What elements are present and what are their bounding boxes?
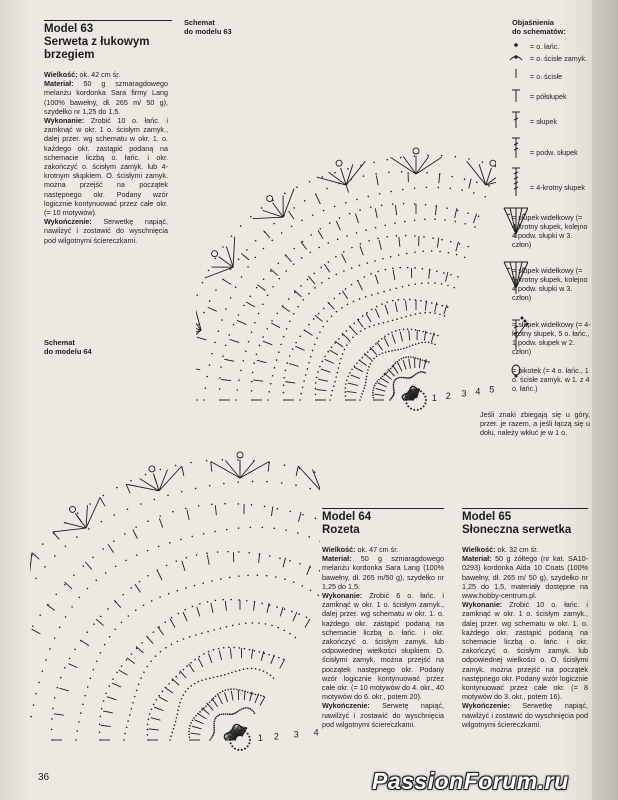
material-value: 50 g szmaragdowego melanżu kordonka Sara firmy Lang (100% bawełny, dł. 265 m/ 50 g), szydełko nr 1,25 do 1,5. xyxy=(44,79,168,116)
round-number: 5 xyxy=(489,384,495,395)
model-64-heading xyxy=(322,508,444,537)
watermark-logo: PassionForum.ru xyxy=(372,768,569,794)
model-63-heading xyxy=(44,20,172,62)
quadruple-treble-icon xyxy=(512,168,520,196)
work-label: Wykonanie: xyxy=(462,600,503,610)
material-value: 50 g szmaragdowego melanżu kordonka Sara Lang (100% bawełny, dł. 265 m/50 g), szydełko nr 1,25 do 1,5. xyxy=(322,554,444,591)
legend-quadruple-treble: = 4-krotny słupek xyxy=(530,183,585,192)
legend-fork-stitch-5: = słupek widełkowy (= 5-krotny słupek, kolejno 4 podw. słupki w 3. człon) xyxy=(512,266,588,302)
model-64-name: Rozeta xyxy=(322,524,360,536)
legend-treble-crochet: = podw. słupek xyxy=(530,148,578,157)
round-number: 4 xyxy=(475,386,481,397)
round-number: 3 xyxy=(293,729,299,740)
model-63-description xyxy=(44,70,168,245)
legend-double-crochet: = słupek xyxy=(530,117,557,126)
round-number: 2 xyxy=(445,390,451,401)
model-65-description xyxy=(462,545,588,729)
finish-label: Wykończenie: xyxy=(322,701,370,711)
legend-fork-stitch-4: = słupek widełkowy (= 4-krotny słupek, kolejno 4 podw. słupki w 3. człon) xyxy=(512,213,588,249)
finish-label: Wykończenie: xyxy=(462,701,510,711)
legend-title-line-1: Objaśnienia xyxy=(512,18,554,27)
double-crochet-icon xyxy=(512,112,520,128)
round-number: 1 xyxy=(257,733,263,744)
heading-rule xyxy=(322,508,444,509)
heading-rule xyxy=(462,508,588,509)
legend-note: Jeśli znaki zbiegają się u góry, przer. je razem, a jeśli łączą się u dołu, należy wkłuć je w 1 o. xyxy=(480,410,590,437)
page-spine-shadow xyxy=(592,0,618,800)
model-65-heading xyxy=(462,508,588,537)
finish-label: Wykończenie: xyxy=(44,217,92,227)
work-label: Wykonanie: xyxy=(44,116,85,126)
work-label: Wykonanie: xyxy=(322,591,363,601)
work-value: Zrobić 6 o. łańc. i zamknąć w okr. 1 o. ścisłym zamyk., dalej przer. wg schematu w okr. 1. o. każdego okr. zastąpić podaną na schemacie liczbą o. łańc. i okr. zakończyć o. ścisłym zamyk. lub odpowiednej wielkości słupkiem. O. ścisłymi zamyk. można przejść na początek następnego okr. Podany wzór logicznie kontynuować przez całe okr. (= 10 motywów do 4. okr., 40 motywów do 6. okr., potem 20). xyxy=(322,591,444,702)
work-value: Zrobić 10 o. łańc. i zamknąć w okr. 1 o. ścisłym zamyk., dalej przer. wg schematu w okr. 1. o. każdego okr. zastąpić podaną na schemacie liczbą o. łańc. i okr. zakończyć o. ścisłym zamyk. lub odpowiednej wielkości o. O. ścisłymi zamyk. można przejść na początek następnego okr. Podany wzór logicznie kontynuować przez całe okr. (= 8 motywów do 3. okr., potem 16). xyxy=(462,600,588,702)
model-65-name: Słoneczna serwetka xyxy=(462,524,572,536)
size-value: ok. 32 cm śr. xyxy=(497,545,539,554)
finish-value: Serwetkę napiąć, nawilżyć i zostawić do wyschnięcia pod wilgotnymi ściereczkami. xyxy=(462,701,588,729)
schema-63-caption-line-2: do modelu 63 xyxy=(184,27,232,36)
size-value: ok. 42 cm śr. xyxy=(79,70,121,79)
model-63-name-line-2: brzegiem xyxy=(44,49,95,61)
finish-value: Serwetkę napiąć, nawilżyć i zostawić do wyschnięcia pod wilgotnymi ściereczkami. xyxy=(44,217,168,245)
schema-64-caption-line-1: Schemat xyxy=(44,338,75,347)
material-value: 50 g żółtego (nr kat. SA10-0293) kordonka Aida 10 Coats (100% bawełny, dł. 265 m/ 50 g), szydełko nr 1,25 do 1,5, materiały dostępne na www.hobby-centrum.pl. xyxy=(462,554,589,601)
page-number: 36 xyxy=(38,772,50,783)
legend-single-crochet: = o. ścisłe xyxy=(530,72,563,81)
legend-picot: = pikotek (= 4 o. łańc., 1 o. ścisłe zamyk. w 1. z 4 o. łańc.) xyxy=(512,366,590,393)
schema-64-caption xyxy=(44,338,92,356)
model-64-description xyxy=(322,545,444,729)
material-label: Materiał: xyxy=(44,79,74,89)
heading-rule xyxy=(44,20,172,21)
size-label: Wielkość: xyxy=(322,545,356,554)
legend-fork-stitch-chain: = słupek widełkowy (= 4-krotny słupek, 5 o. łańc., 1 podw. słupek w 2. człon) xyxy=(512,320,591,356)
size-label: Wielkość: xyxy=(44,70,78,79)
round-number: 2 xyxy=(273,731,279,742)
slip-stitch-icon xyxy=(510,56,522,60)
size-label: Wielkość: xyxy=(462,545,496,554)
round-number: 4 xyxy=(313,727,319,738)
work-value: Zrobić 10 o. łańc. i zamknąć w okr. 1 o. ścisłym zamyk., dalej przer. wg schematu w okr. 1. o. każdego okr. zastąpić podaną na schemacie liczbą o. łańc. i okr. zakończyć o. ścisłym zamyk. lub 4-krotnym słupkiem. O. ścisłymi zamyk. można przejść na początek następnego okr. Podany wzór logicznie kontynuować przez całe okr. (= 10 motywów). xyxy=(44,116,168,218)
model-63-name-line-1: Serweta z łukowym xyxy=(44,36,150,48)
material-label: Materiał: xyxy=(322,554,352,564)
finish-value: Serwetę napiąć, nawilżyć i zostawić do wyschnięcia pod wilgotnymi ściereczkami. xyxy=(322,701,444,729)
legend-title-line-2: do schematów: xyxy=(512,27,566,36)
model-64-number: Model 64 xyxy=(322,511,372,523)
model-65-number: Model 65 xyxy=(462,511,512,523)
schema-64-diagram xyxy=(30,360,320,800)
schema-63-caption-line-1: Schemat xyxy=(184,18,215,27)
schema-63-caption xyxy=(184,18,232,36)
half-double-crochet-icon xyxy=(512,90,520,102)
stitch-grid xyxy=(30,452,320,769)
chain-stitch-icon xyxy=(515,44,518,47)
legend-slip-stitch: = o. ścisłe zamyk. xyxy=(530,54,587,63)
legend-chain: = o. łańc. xyxy=(530,42,560,51)
legend-half-double-crochet: = półsłupek xyxy=(530,92,567,101)
round-number: 3 xyxy=(461,388,467,399)
round-numbers xyxy=(432,360,496,402)
material-label: Materiał: xyxy=(462,554,492,564)
round-number: 1 xyxy=(431,392,437,403)
legend-title xyxy=(512,18,566,36)
treble-crochet-icon xyxy=(512,138,520,158)
model-63-number: Model 63 xyxy=(44,23,94,35)
round-numbers xyxy=(258,705,320,743)
size-value: ok. 47 cm śr. xyxy=(357,545,399,554)
schema-64-caption-line-2: do modelu 64 xyxy=(44,347,92,356)
